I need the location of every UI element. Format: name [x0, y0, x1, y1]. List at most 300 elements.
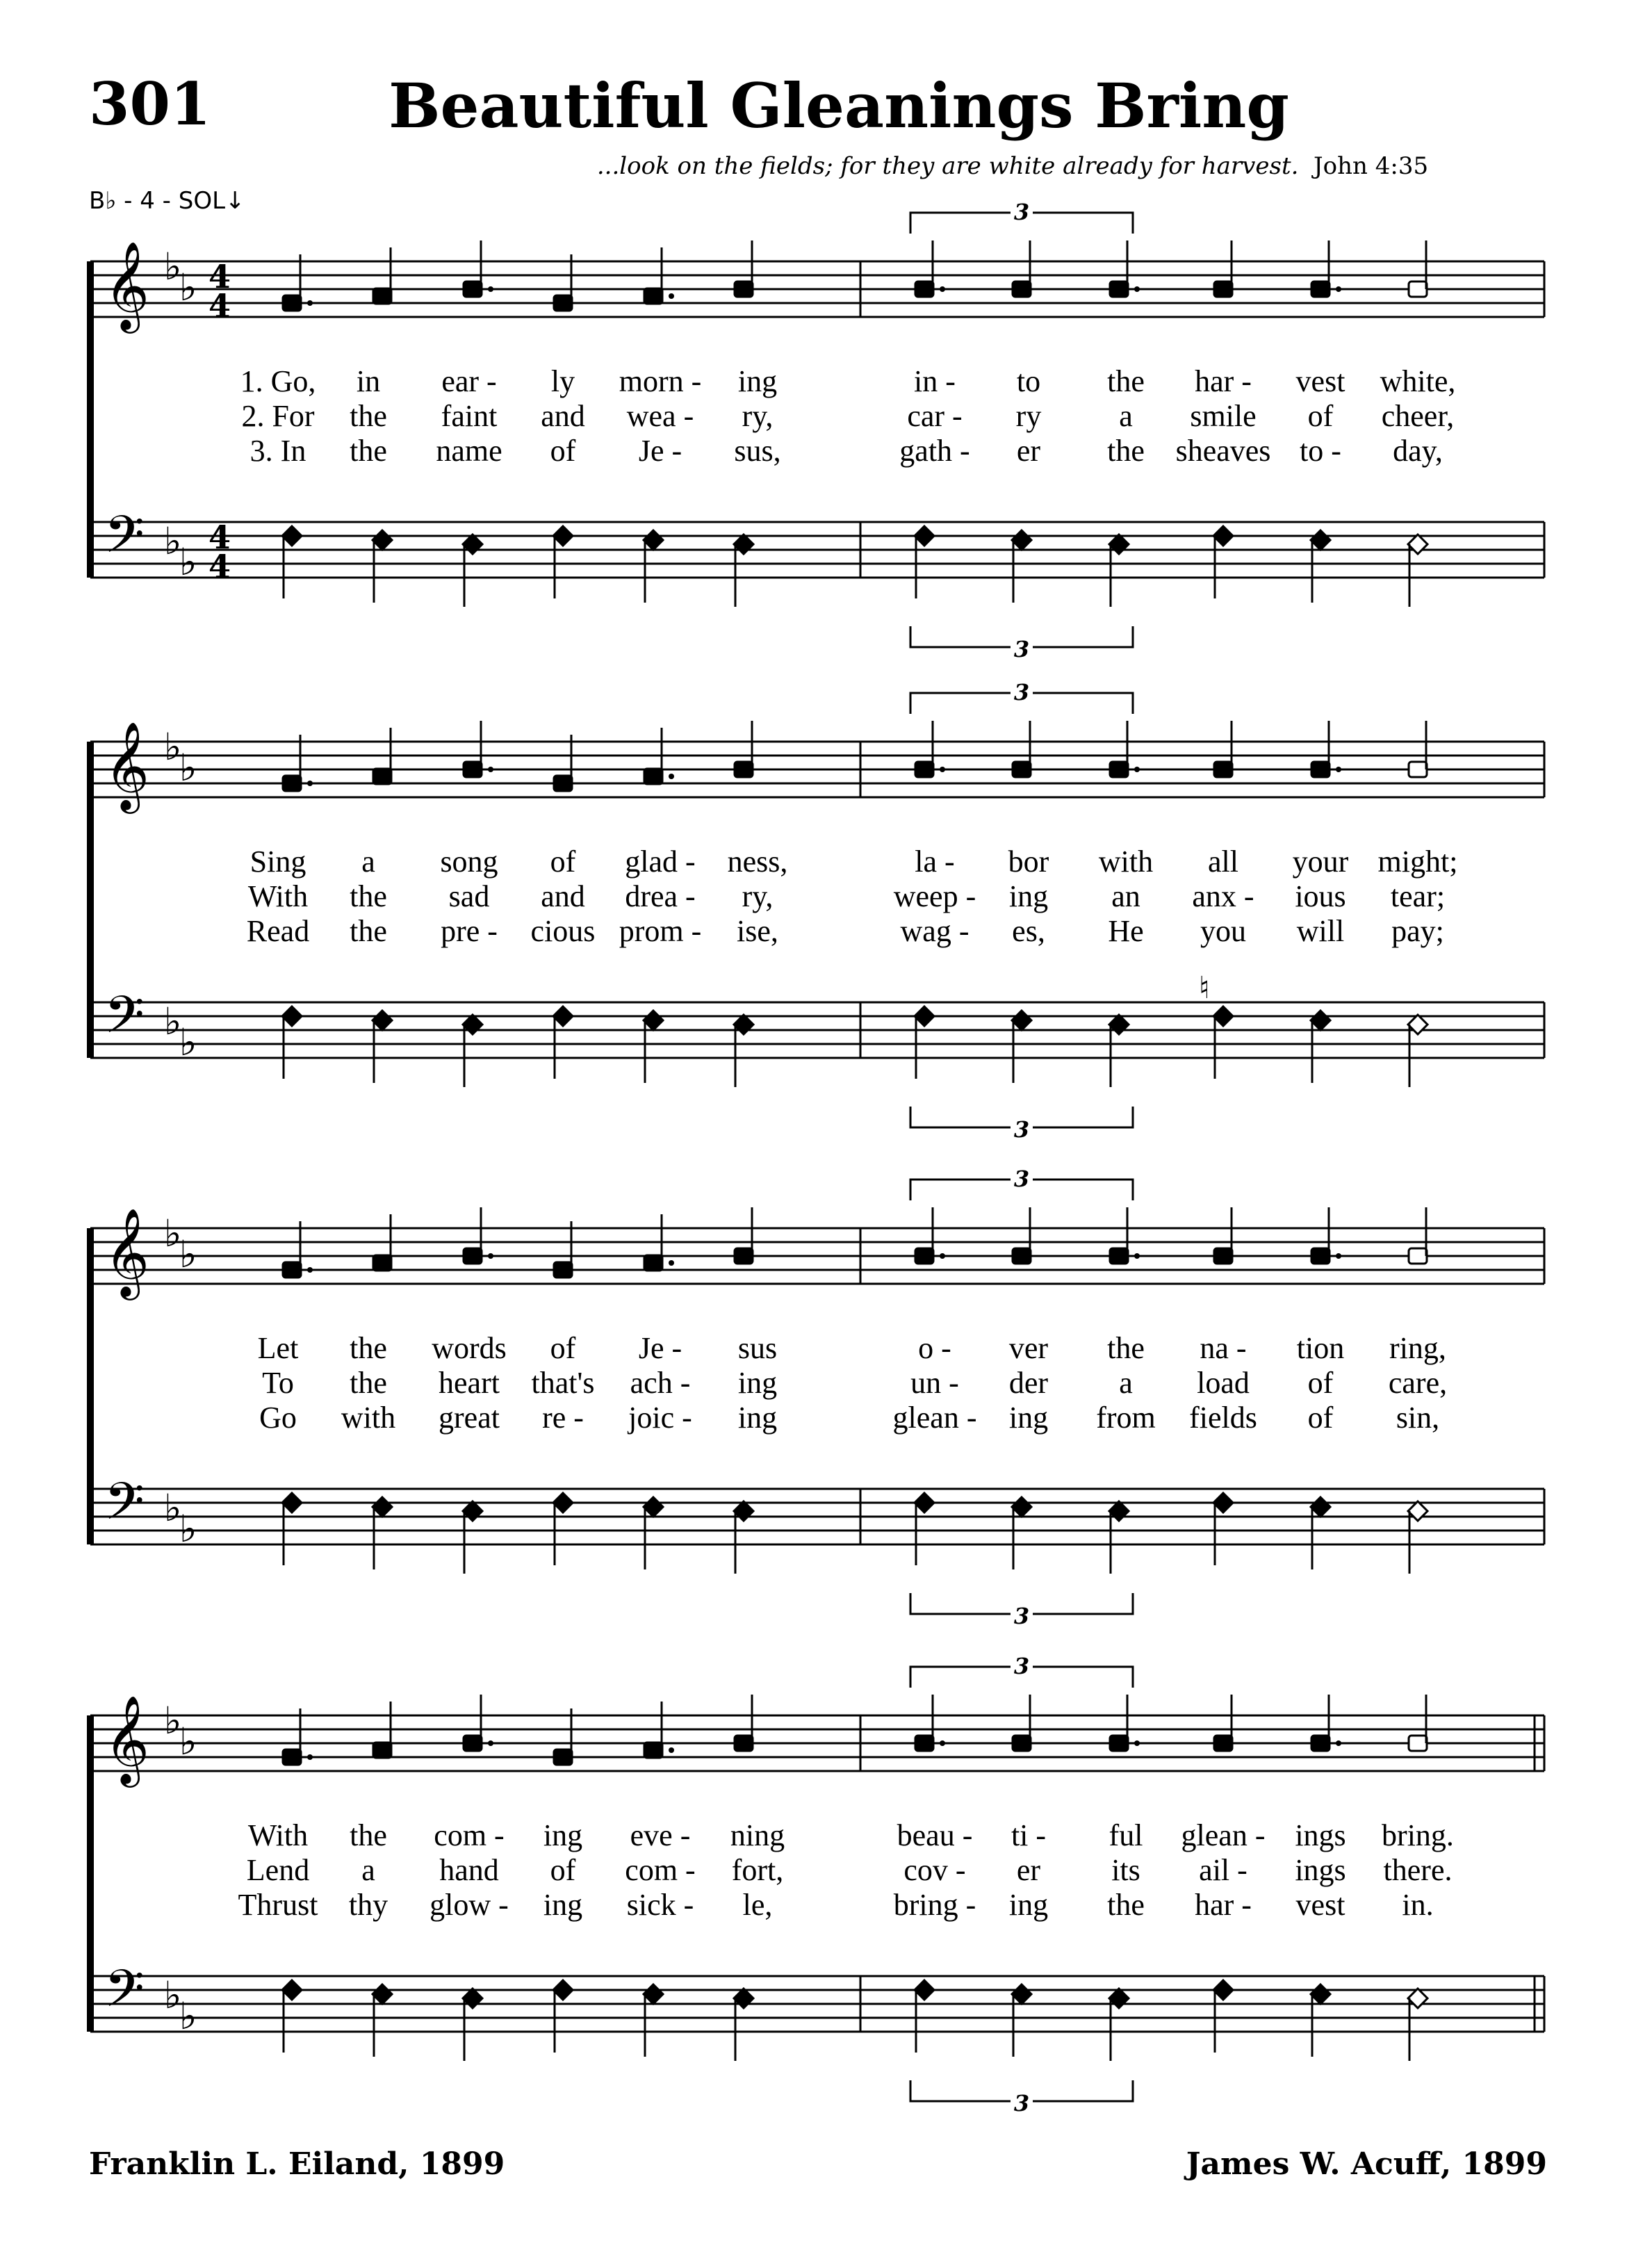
lyric-syllable: bring - — [893, 1888, 976, 1922]
treble-note — [915, 282, 933, 297]
lyric-syllable: glad - — [625, 845, 696, 879]
lyric-syllable: sick - — [626, 1888, 694, 1922]
bass-note — [644, 1497, 663, 1517]
lyric-syllable: the — [1107, 364, 1145, 398]
lyric-syllable: Lend — [246, 1853, 310, 1887]
treble-note — [915, 1248, 933, 1264]
lyric-syllable: in - — [914, 364, 956, 398]
lyric-syllable: wea - — [626, 399, 694, 433]
treble-clef-icon: 𝄞 — [104, 1695, 150, 1784]
lyric-syllable: sin, — [1396, 1401, 1440, 1435]
lyric-syllable: smile — [1190, 399, 1257, 433]
bass-note — [1012, 1984, 1031, 2004]
lyric-syllable: might; — [1377, 845, 1458, 879]
lyric-syllable: your — [1292, 845, 1349, 879]
lyric-syllable: the — [350, 434, 387, 468]
lyric-syllable: ing — [1008, 879, 1049, 913]
lyric-syllable: glean - — [892, 1401, 977, 1435]
bass-note — [373, 530, 392, 550]
lyric-syllable: ver — [1008, 1331, 1049, 1365]
bass-note — [734, 1015, 753, 1034]
lyric-syllable: words — [432, 1331, 507, 1365]
bass-clef-icon: 𝄢 — [104, 505, 145, 578]
flat-icon: ♭ — [164, 1486, 182, 1530]
treble-note — [373, 1743, 391, 1758]
lyric-syllable: car - — [907, 399, 963, 433]
treble-note — [1013, 282, 1031, 297]
note-dot — [669, 1747, 674, 1753]
lyric-syllable: all — [1208, 845, 1238, 879]
bass-note — [644, 1011, 663, 1030]
bass-note — [1408, 1989, 1428, 2008]
bass-clef-icon: 𝄢 — [104, 1959, 145, 2032]
lyric-syllable: faint — [441, 399, 498, 433]
treble-note — [1110, 1736, 1128, 1751]
lyric-syllable: er — [1016, 1853, 1041, 1887]
note-dot — [669, 293, 674, 299]
lyric-syllable: He — [1108, 914, 1144, 948]
bass-time-signature-denominator: 4 — [208, 548, 231, 585]
treble-note — [1110, 282, 1128, 297]
lyric-syllable: To — [262, 1366, 294, 1400]
bass-note — [463, 535, 482, 554]
lyric-syllable: Thrust — [238, 1888, 318, 1922]
lyric-syllable: a — [1119, 1366, 1133, 1400]
bass-note — [1109, 1989, 1129, 2008]
lyric-syllable: 1. Go, — [240, 364, 316, 398]
note-dot — [488, 1253, 493, 1259]
treble-note — [1013, 1248, 1031, 1264]
lyric-syllable: of — [1307, 1366, 1334, 1400]
lyric-syllable: care, — [1388, 1366, 1448, 1400]
lyric-syllable: ry — [1015, 399, 1042, 433]
lyric-syllable: a — [1119, 399, 1133, 433]
lyric-syllable: morn - — [619, 364, 702, 398]
lyric-syllable: from — [1096, 1401, 1156, 1435]
lyric-syllable: ning — [730, 1818, 785, 1852]
flat-icon: ♭ — [164, 1699, 182, 1743]
lyric-syllable: its — [1111, 1853, 1140, 1887]
treble-note — [1311, 1736, 1330, 1751]
lyric-syllable: the — [1107, 1331, 1145, 1365]
scripture-reference: John 4:35 — [1314, 152, 1429, 180]
bass-note — [1109, 1015, 1129, 1034]
treble-note — [1013, 1736, 1031, 1751]
lyric-syllable: heart — [439, 1366, 500, 1400]
lyric-syllable: of — [550, 845, 576, 879]
lyric-syllable: great — [439, 1401, 500, 1435]
hymn-number: 301 — [89, 70, 211, 138]
lyric-syllable: ings — [1295, 1853, 1346, 1887]
lyric-syllable: ing — [1008, 1888, 1049, 1922]
lyric-syllable: of — [550, 434, 576, 468]
lyric-syllable: sad — [448, 879, 490, 913]
treble-note — [735, 762, 753, 777]
flat-icon: ♭ — [164, 725, 182, 769]
lyric-syllable: ing — [543, 1888, 583, 1922]
lyric-syllable: bring. — [1382, 1818, 1454, 1852]
lyric-syllable: ry, — [742, 879, 774, 913]
lyric-syllable: sus — [737, 1331, 778, 1365]
bass-note — [463, 1015, 482, 1034]
lyric-syllable: hand — [439, 1853, 499, 1887]
triplet-number: 3 — [1013, 636, 1030, 662]
lyric-syllable: cheer, — [1381, 399, 1455, 433]
lyric-syllable: and — [541, 879, 585, 913]
flat-icon: ♭ — [179, 1994, 197, 2038]
treble-note — [1409, 282, 1427, 297]
treble-note — [1409, 1248, 1427, 1264]
lyric-syllable: bor — [1008, 845, 1049, 879]
lyric-syllable: the — [350, 1818, 387, 1852]
note-dot — [940, 286, 945, 292]
lyric-syllable: le, — [742, 1888, 773, 1922]
triplet-number: 3 — [1013, 2090, 1030, 2116]
treble-time-signature-denominator: 4 — [208, 287, 231, 325]
lyric-syllable: vest — [1295, 1888, 1345, 1922]
bass-note — [373, 1984, 392, 2004]
flat-icon: ♭ — [179, 540, 197, 584]
lyric-syllable: cov - — [903, 1853, 966, 1887]
bass-note — [644, 530, 663, 550]
treble-note — [735, 1248, 753, 1264]
lyric-syllable: wag - — [900, 914, 970, 948]
lyric-syllable: the — [350, 1366, 387, 1400]
bass-note — [1408, 535, 1428, 554]
flat-icon: ♭ — [164, 1973, 182, 2017]
bass-note — [1213, 1006, 1233, 1026]
treble-note — [1311, 1248, 1330, 1264]
treble-note — [373, 288, 391, 304]
treble-note — [1409, 1736, 1427, 1751]
note-dot — [307, 300, 313, 306]
lyric-syllable: of — [1307, 399, 1334, 433]
triplet-number: 3 — [1013, 679, 1030, 705]
bass-note — [282, 1493, 302, 1512]
lyric-syllable: of — [550, 1331, 576, 1365]
treble-note — [554, 1749, 572, 1765]
lyric-syllable: com - — [625, 1853, 696, 1887]
bass-note — [463, 1501, 482, 1521]
treble-note — [1110, 1248, 1128, 1264]
lyric-syllable: a — [361, 845, 375, 879]
treble-note — [283, 1262, 301, 1278]
lyric-syllable: joic - — [628, 1401, 692, 1435]
lyric-syllable: day, — [1393, 434, 1443, 468]
bass-note — [734, 1501, 753, 1521]
lyric-syllable: ing — [1008, 1401, 1049, 1435]
lyric-syllable: sheaves — [1175, 434, 1271, 468]
bass-note — [1213, 1493, 1233, 1512]
lyric-syllable: drea - — [625, 879, 696, 913]
treble-note — [1214, 1736, 1232, 1751]
lyric-syllable: Je - — [638, 434, 682, 468]
treble-time-signature-numerator: 4 — [208, 258, 231, 295]
flat-icon: ♭ — [179, 1020, 197, 1064]
treble-note — [464, 1736, 482, 1751]
treble-note — [1409, 762, 1427, 777]
lyric-syllable: cious — [530, 914, 596, 948]
lyric-syllable: Je - — [638, 1331, 682, 1365]
note-dot — [1134, 1253, 1140, 1259]
treble-note — [464, 762, 482, 777]
bass-note — [1012, 1497, 1031, 1517]
bass-note — [1109, 535, 1129, 554]
lyric-syllable: ing — [737, 1401, 778, 1435]
lyric-syllable: ness, — [727, 845, 788, 879]
treble-note — [1013, 762, 1031, 777]
note-dot — [488, 1740, 493, 1746]
lyric-syllable: will — [1296, 914, 1345, 948]
note-dot — [669, 774, 674, 779]
lyric-syllable: ail - — [1199, 1853, 1248, 1887]
treble-note — [1214, 1248, 1232, 1264]
treble-clef-icon: 𝄞 — [104, 721, 150, 810]
flat-icon: ♭ — [164, 1211, 182, 1255]
triplet-number: 3 — [1013, 1603, 1030, 1629]
lyric-syllable: vest — [1295, 364, 1345, 398]
triplet-number: 3 — [1013, 1166, 1030, 1192]
lyric-syllable: ach - — [630, 1366, 691, 1400]
treble-note — [554, 295, 572, 311]
bass-note — [915, 1980, 934, 2000]
note-dot — [940, 1253, 945, 1259]
natural-icon: ♮ — [1199, 970, 1210, 1006]
treble-clef-icon: 𝄞 — [104, 1207, 150, 1296]
flat-icon: ♭ — [179, 1720, 197, 1763]
bass-note — [282, 1980, 302, 2000]
lyric-syllable: of — [550, 1853, 576, 1887]
lyric-syllable: glow - — [430, 1888, 509, 1922]
lyric-syllable: With — [247, 1818, 309, 1852]
bass-note — [282, 1006, 302, 1026]
treble-clef-icon: 𝄞 — [104, 240, 150, 329]
lyric-syllable: fields — [1189, 1401, 1257, 1435]
music-credit: James W. Acuff, 1899 — [1186, 2146, 1547, 2182]
lyric-syllable: la - — [915, 845, 955, 879]
lyric-syllable: weep - — [893, 879, 976, 913]
lyric-syllable: in. — [1402, 1888, 1434, 1922]
lyric-syllable: 3. In — [250, 434, 306, 468]
note-dot — [1134, 286, 1140, 292]
lyric-syllable: ise, — [737, 914, 778, 948]
lyric-syllable: of — [1307, 1401, 1334, 1435]
lyric-syllable: the — [350, 914, 387, 948]
lyric-syllable: that's — [531, 1366, 595, 1400]
lyric-syllable: the — [350, 399, 387, 433]
lyric-syllable: pay; — [1391, 914, 1444, 948]
lyric-syllable: to - — [1300, 434, 1341, 468]
lyric-syllable: with — [341, 1401, 396, 1435]
bass-note — [373, 1497, 392, 1517]
bass-note — [282, 526, 302, 546]
lyric-syllable: eve - — [630, 1818, 691, 1852]
treble-note — [1110, 762, 1128, 777]
triplet-number: 3 — [1013, 1116, 1030, 1143]
bass-note — [915, 1493, 934, 1512]
lyric-syllable: es, — [1012, 914, 1045, 948]
key-signature-label: B♭ - 4 - SOL↓ — [89, 187, 245, 215]
lyric-syllable: ing — [737, 1366, 778, 1400]
lyric-syllable: load — [1197, 1366, 1250, 1400]
lyric-syllable: song — [440, 845, 498, 879]
note-dot — [307, 1754, 313, 1760]
note-dot — [669, 1260, 674, 1266]
bass-note — [1408, 1015, 1428, 1034]
lyric-syllable: the — [350, 879, 387, 913]
lyric-syllable: beau - — [897, 1818, 973, 1852]
note-dot — [1336, 1740, 1341, 1746]
treble-note — [464, 282, 482, 297]
note-dot — [488, 286, 493, 292]
lyric-syllable: sus, — [734, 434, 781, 468]
treble-note — [373, 1255, 391, 1271]
treble-note — [644, 1743, 662, 1758]
bass-note — [734, 1989, 753, 2008]
treble-note — [1214, 762, 1232, 777]
bass-note — [463, 1989, 482, 2008]
lyric-syllable: tion — [1296, 1331, 1345, 1365]
treble-note — [735, 1736, 753, 1751]
lyric-syllable: Go — [259, 1401, 297, 1435]
treble-note — [915, 1736, 933, 1751]
lyric-syllable: white, — [1380, 364, 1456, 398]
bass-note — [373, 1011, 392, 1030]
bass-note — [1311, 1497, 1330, 1517]
lyric-syllable: har - — [1195, 1888, 1252, 1922]
bass-note — [734, 535, 753, 554]
lyric-syllable: ing — [543, 1818, 583, 1852]
flat-icon: ♭ — [164, 519, 182, 563]
lyric-syllable: with — [1098, 845, 1154, 879]
lyric-syllable: ings — [1295, 1818, 1346, 1852]
lyric-syllable: der — [1008, 1366, 1049, 1400]
lyric-syllable: com - — [434, 1818, 505, 1852]
lyric-syllable: na - — [1200, 1331, 1247, 1365]
bass-note — [1213, 526, 1233, 546]
hymn-title: Beautiful Gleanings Bring — [388, 70, 1289, 142]
lyric-syllable: tear; — [1390, 879, 1446, 913]
note-dot — [488, 767, 493, 772]
lyric-syllable: un - — [910, 1366, 959, 1400]
treble-note — [644, 288, 662, 304]
lyric-syllable: and — [541, 399, 585, 433]
flat-icon: ♭ — [164, 1000, 182, 1043]
treble-note — [283, 1749, 301, 1765]
lyric-syllable: ring, — [1389, 1331, 1446, 1365]
treble-note — [464, 1248, 482, 1264]
bass-note — [1012, 1011, 1031, 1030]
bass-note — [553, 1006, 573, 1026]
note-dot — [307, 1267, 313, 1273]
lyric-syllable: prom - — [619, 914, 702, 948]
lyric-syllable: ry, — [742, 399, 774, 433]
bass-note — [1012, 530, 1031, 550]
bass-note — [1311, 1984, 1330, 2004]
bass-note — [644, 1984, 663, 2004]
lyric-syllable: name — [436, 434, 502, 468]
lyric-syllable: you — [1200, 914, 1246, 948]
lyric-syllable: ing — [737, 364, 778, 398]
lyric-syllable: Let — [257, 1331, 299, 1365]
lyric-syllable: there. — [1383, 1853, 1453, 1887]
lyric-syllable: ious — [1295, 879, 1346, 913]
note-dot — [1336, 1253, 1341, 1259]
lyric-syllable: a — [361, 1853, 375, 1887]
lyric-syllable: har - — [1195, 364, 1252, 398]
lyric-syllable: in — [356, 364, 381, 398]
bass-note — [915, 1006, 934, 1026]
lyric-syllable: the — [1107, 434, 1145, 468]
treble-note — [554, 1262, 572, 1278]
lyric-syllable: Read — [246, 914, 310, 948]
triplet-number: 3 — [1013, 1653, 1030, 1679]
lyric-syllable: anx - — [1192, 879, 1254, 913]
bass-clef-icon: 𝄢 — [104, 1471, 145, 1544]
lyric-syllable: er — [1016, 434, 1041, 468]
treble-note — [1311, 762, 1330, 777]
scripture-text: ...look on the fields; for they are white already for harvest. — [596, 152, 1299, 180]
flat-icon: ♭ — [179, 746, 197, 790]
lyric-syllable: glean - — [1181, 1818, 1266, 1852]
lyric-syllable: re - — [542, 1401, 584, 1435]
lyric-syllable: an — [1111, 879, 1140, 913]
bass-clef-icon: 𝄢 — [104, 985, 145, 1058]
bass-note — [1311, 1011, 1330, 1030]
note-dot — [307, 781, 313, 786]
bass-note — [1311, 530, 1330, 550]
note-dot — [1134, 767, 1140, 772]
treble-note — [915, 762, 933, 777]
bass-note — [1408, 1501, 1428, 1521]
lyric-syllable: With — [247, 879, 309, 913]
treble-note — [373, 769, 391, 784]
lyric-syllable: ly — [550, 364, 575, 398]
bass-note — [1213, 1980, 1233, 2000]
lyric-syllable: Sing — [250, 845, 306, 879]
treble-note — [283, 295, 301, 311]
flat-icon: ♭ — [179, 266, 197, 309]
lyric-syllable: ti - — [1011, 1818, 1047, 1852]
lyric-syllable: the — [1107, 1888, 1145, 1922]
bass-note — [915, 526, 934, 546]
lyric-syllable: fort, — [731, 1853, 784, 1887]
flat-icon: ♭ — [179, 1232, 197, 1276]
lyric-syllable: 2. For — [241, 399, 315, 433]
lyric-syllable: gath - — [899, 434, 970, 468]
treble-note — [644, 1255, 662, 1271]
treble-note — [1214, 282, 1232, 297]
note-dot — [1134, 1740, 1140, 1746]
bass-note — [553, 1493, 573, 1512]
flat-icon: ♭ — [179, 1507, 197, 1551]
lyric-syllable: to — [1016, 364, 1041, 398]
treble-note — [283, 776, 301, 791]
lyric-syllable: ear - — [441, 364, 497, 398]
note-dot — [940, 1740, 945, 1746]
bass-note — [553, 1980, 573, 2000]
lyric-syllable: ful — [1109, 1818, 1143, 1852]
note-dot — [940, 767, 945, 772]
lyric-syllable: thy — [348, 1888, 388, 1922]
treble-note — [735, 282, 753, 297]
treble-note — [644, 769, 662, 784]
flat-icon: ♭ — [164, 245, 182, 288]
note-dot — [1336, 286, 1341, 292]
treble-note — [554, 776, 572, 791]
words-credit: Franklin L. Eiland, 1899 — [89, 2146, 505, 2182]
bass-note — [553, 526, 573, 546]
